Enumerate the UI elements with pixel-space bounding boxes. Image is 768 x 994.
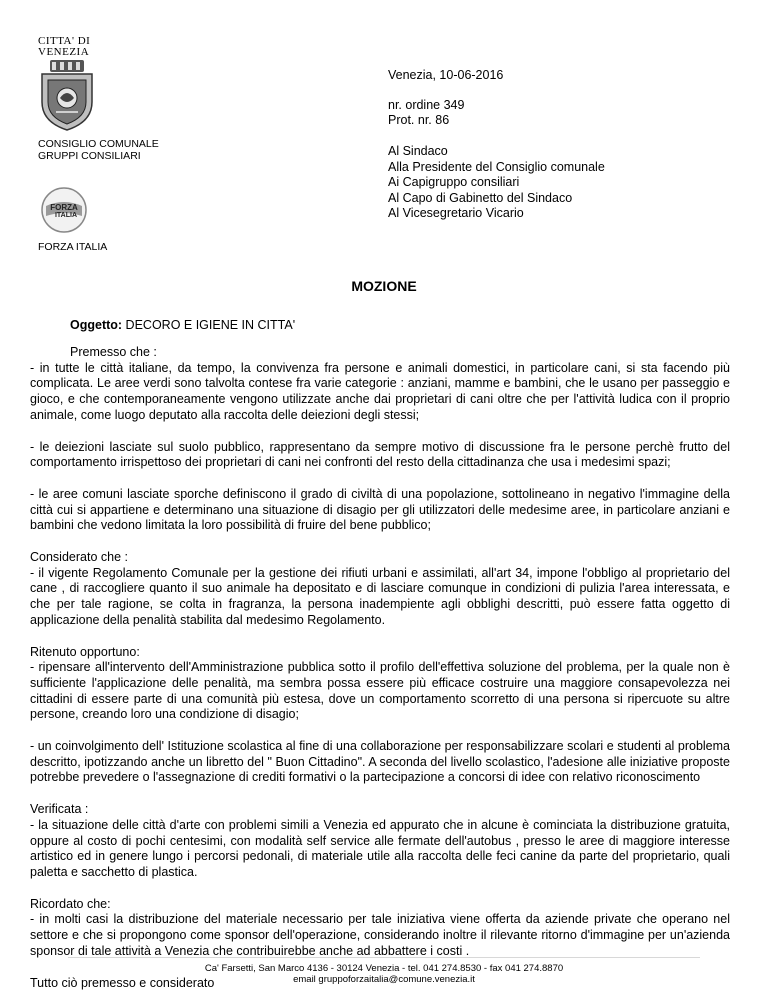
verificata-heading: Verificata : xyxy=(30,802,89,817)
council-label: CONSIGLIO COMUNALE xyxy=(38,138,159,150)
forza-italia-logo xyxy=(40,186,88,239)
paragraph: - in molti casi la distribuzione del materiale necessario per tale iniziativa viene offerta da aziende private che operano nel settore e che si propongono come sponsor dell'operazione, considerando inoltre il rilevante ritorno d'immagine per un'azienda sponsor di tale attività a Venezia che contribuirebbe anche ad abbattere i costi . xyxy=(30,912,730,958)
order-number: nr. ordine 349 xyxy=(388,98,465,112)
recipient: Al Sindaco xyxy=(388,144,448,158)
city-logo xyxy=(38,36,100,58)
paragraph: - le aree comuni lasciate sporche definiscono il grado di civiltà di una popolazione, sottolineano in negativo l'immagine della città cui si appartiene e determinano una situazione di disagio per gli utilizzatori delle medesime aree, in particolare anziani e bambini che vedono limitata la loro possibilità di fruire del bene pubblico; xyxy=(30,486,730,533)
paragraph: - la situazione delle città d'arte con problemi simili a Venezia ed appurato che in alcune è cominciata la distribuzione gratuita, oppure al costo di pochi centesimi, con modalità self service alle fermate dell'autobus , presso le aree di maggiore interesse artistico ed in genere lungo i percorsi pedonali, di materiale utile alla raccolta delle feci canine da parte del proprietario, quali paletta e sacchetto di plastica. xyxy=(30,817,730,879)
ricordato-heading: Ricordato che: xyxy=(30,896,111,911)
venice-crest-icon xyxy=(36,58,98,132)
forza-italia-logo-icon xyxy=(40,186,88,234)
recipient: Ai Capigruppo consiliari xyxy=(388,175,520,189)
paragraph: - in tutte le città italiane, da tempo, la convivenza fra persone e animali domestici, in particolare cani, si sta facendo più complicata. Le aree verdi sono talvolta contese fra varie categorie : anziani, mamme e bambini, che le usano per passeggio e gioco, e che contemporaneamente vengono utilizzate anche dai proprietari di cani oltre che per l'attività ludica con il proprio animale, come luogo deputato alla raccolta delle deiezioni degli stessi; xyxy=(30,360,730,422)
document-title: MOZIONE xyxy=(351,278,417,294)
letter-date: Venezia, 10-06-2016 xyxy=(388,68,504,82)
footer-email: email gruppoforzaitalia@comune.venezia.it xyxy=(293,974,475,985)
city-name-line-1: CITTA' DI xyxy=(38,35,91,47)
groups-label: GRUPPI CONSILIARI xyxy=(38,150,141,162)
footer xyxy=(0,963,768,985)
premesso-heading: Premesso che : xyxy=(70,345,157,359)
subject-text: DECORO E IGIENE IN CITTA' xyxy=(122,318,296,332)
closing-line: Tutto ciò premesso e considerato xyxy=(30,975,215,990)
motion-body xyxy=(30,345,730,991)
recipients-list xyxy=(388,144,605,222)
paragraph: - un coinvolgimento dell' Istituzione scolastica al fine di una collaborazione per responsabilizzare scolari e studenti al problema descritto, ipotizzando anche un libretto del " Buon Cittadino". A seconda del livello scolastico, l'adesione alle iniziative proposte potrebbe prevedere o l'assegnazione di crediti formativi o la partecipazione a concorsi di idee con relativo riconoscimento xyxy=(30,739,730,785)
protocol-number: Prot. nr. 86 xyxy=(388,113,450,127)
party-logo-text-1: FORZA xyxy=(50,203,78,212)
paragraph: - il vigente Regolamento Comunale per la gestione dei rifiuti urbani e assimilati, all'art 34, impone l'obbligo al proprietario del cane , di raccogliere quanto il suo animale ha depositato e di lasciare comunque in condizioni di pulizia l'area interessata, e che per tale ragione, se colta in fragranza, la persona inadempiente agli obblighi descritti, può essere fatta oggetto di applicazione della penalità stabilita dal medesimo Regolamento. xyxy=(30,565,730,627)
paragraph: - ripensare all'intervento dell'Amministrazione pubblica sotto il profilo dell'effettiva soluzione del problema, per la quale non è sufficiente l'applicazione delle penalità, ma sembra possa essere più efficace costruire una maggiore consapevolezza nei cittadini di essere parte di una comunità più estesa, dove un comportamento scorretto di una persona si ripercuote su altre persone, creando loro una condizione di disagio; xyxy=(30,660,730,722)
party-logo-text-2: ITALIA xyxy=(54,212,78,219)
footer-address: Ca' Farsetti, San Marco 4136 - 30124 Venezia - tel. 041 274.8530 - fax 041 274.8870 xyxy=(204,963,564,974)
subject-line xyxy=(70,318,295,332)
subject-label: Oggetto: xyxy=(70,318,123,332)
considerato-heading: Considerato che : xyxy=(30,550,128,565)
recipient: Al Capo di Gabinetto del Sindaco xyxy=(388,190,573,205)
recipient: Alla Presidente del Consiglio comunale xyxy=(388,159,605,174)
recipient: Al Vicesegretario Vicario xyxy=(388,206,524,220)
city-name-line-2: VENEZIA xyxy=(38,46,90,58)
ritenuto-heading: Ritenuto opportuno: xyxy=(30,644,140,659)
party-label: FORZA ITALIA xyxy=(38,241,108,253)
footer-divider xyxy=(68,957,700,958)
paragraph: - le deiezioni lasciate sul suolo pubblico, rappresentano da sempre motivo di discussione fra le persone perchè frutto del comportamento irrispettoso dei proprietari di cani nei confronti del resto della cittadinanza che usa i medesimi spazi; xyxy=(30,439,730,470)
